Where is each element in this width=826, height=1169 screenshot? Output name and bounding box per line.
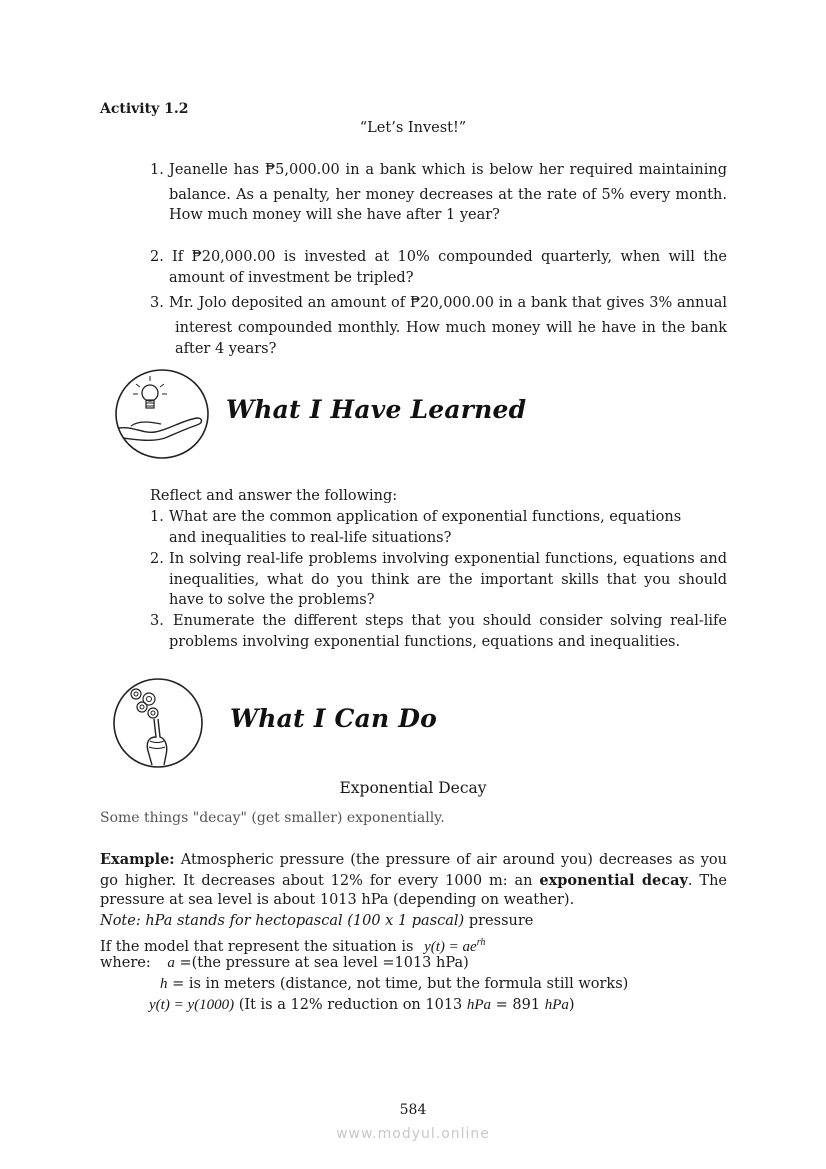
problem-1-line3: How much money will she have after 1 year?: [169, 207, 500, 223]
activity-title-text: “Let’s Invest!”: [359, 120, 467, 136]
where-line: [100, 953, 469, 974]
problem-1-line1: Jeanelle has ₱5,000.00 in a bank which is below her required maintaining: [169, 162, 727, 178]
reflect-item-2-number: 2.: [150, 551, 164, 567]
problem-2-line1: If ₱20,000.00 is invested at 10% compounded quarterly, when will the: [172, 249, 727, 265]
problem-3-line1: Mr. Jolo deposited an amount of ₱20,000.00 in a bank that gives 3% annual: [169, 295, 727, 311]
activity-label: Activity 1.2: [100, 101, 189, 117]
where-a-var: a: [167, 955, 175, 971]
problem-1-line2: balance. As a penalty, her money decreases at the rate of 5% every month.: [169, 187, 727, 203]
activity-title: [0, 118, 826, 139]
reflect-item-3-number: 3.: [150, 613, 164, 629]
example-line2: [100, 870, 727, 892]
model-exponent: rh: [476, 937, 486, 948]
example-label: Example:: [100, 851, 175, 868]
where-h-text: = is in meters (distance, not time, but the formula still works): [167, 976, 629, 992]
final-text: (It is a 12% reduction on 1013: [234, 997, 467, 1013]
what-i-have-learned-heading: What I Have Learned: [226, 395, 527, 424]
example-line1-text: Atmospheric pressure (the pressure of air around you) decreases as you: [180, 852, 728, 868]
model-formula: y(t) = ae: [424, 938, 477, 955]
where-a-text: =(the pressure at sea level =1013 hPa): [179, 955, 469, 971]
problem-2-number: 2.: [150, 249, 164, 265]
where-h-var: h: [160, 976, 168, 992]
page-number: [0, 1100, 826, 1120]
reflect-item-1-line2: and inequalities to real-life situations?: [169, 530, 452, 546]
final-eq: = 891: [491, 997, 545, 1013]
lightbulb-hand-icon: [113, 368, 211, 460]
decay-intro: Some things "decay" (get smaller) exponentially.: [100, 810, 445, 826]
note-italic: Note: hPa stands for hectopascal (100 x 1 pascal): [100, 913, 465, 929]
problem-3-line2: interest compounded monthly. How much money will he have in the bank: [175, 320, 727, 336]
reflect-item-2-line1: In solving real-life problems involving exponential functions, equations and: [169, 551, 727, 567]
exponential-decay-subtitle-text: Exponential Decay: [339, 779, 487, 797]
final-close: ): [568, 997, 575, 1013]
reflect-item-3-line2: problems involving exponential functions, equations and inequalities.: [169, 634, 681, 650]
exponential-decay-subtitle: [0, 777, 826, 799]
where-h-line: [160, 974, 628, 995]
example-line2-c: . The: [687, 873, 728, 889]
example-line3: pressure at sea level is about 1013 hPa (depending on weather).: [100, 892, 575, 908]
gears-finger-icon: [112, 677, 204, 769]
problem-1-number: 1.: [150, 162, 164, 178]
reflect-item-3-line1: Enumerate the different steps that you should consider solving real-life: [173, 613, 727, 629]
watermark-text: www.modyul.online: [336, 1126, 490, 1142]
reflect-item-2-line2: inequalities, what do you think are the important skills that you should: [169, 572, 727, 588]
reflect-item-1-line1: What are the common application of exponential functions, equations: [169, 509, 682, 525]
final-unit-1: hPa: [466, 997, 492, 1013]
reflect-intro: Reflect and answer the following:: [150, 488, 398, 504]
example-line2-a: go higher. It decreases about 12% for every 1000 m: an: [100, 873, 533, 889]
watermark: [0, 1126, 826, 1142]
where-label: where:: [100, 955, 151, 971]
problem-3-number: 3.: [150, 295, 164, 311]
page-number-text: 584: [399, 1102, 427, 1118]
model-text: If the model that represent the situation is: [100, 938, 414, 955]
problem-2-line2: amount of investment be tripled?: [169, 270, 414, 286]
example-line1: [100, 849, 727, 871]
exponential-decay-term: exponential decay: [539, 872, 688, 889]
note-line: [100, 911, 533, 932]
note-rest: pressure: [464, 913, 534, 929]
reflect-item-2-line3: have to solve the problems?: [169, 592, 375, 608]
reflect-item-1-number: 1.: [150, 509, 164, 525]
problem-3-line3: after 4 years?: [175, 341, 277, 357]
final-formula: y(t) = y(1000): [149, 997, 235, 1013]
what-i-can-do-heading: What I Can Do: [230, 704, 438, 733]
final-unit-2: hPa: [544, 997, 569, 1013]
final-formula-line: [149, 995, 575, 1016]
